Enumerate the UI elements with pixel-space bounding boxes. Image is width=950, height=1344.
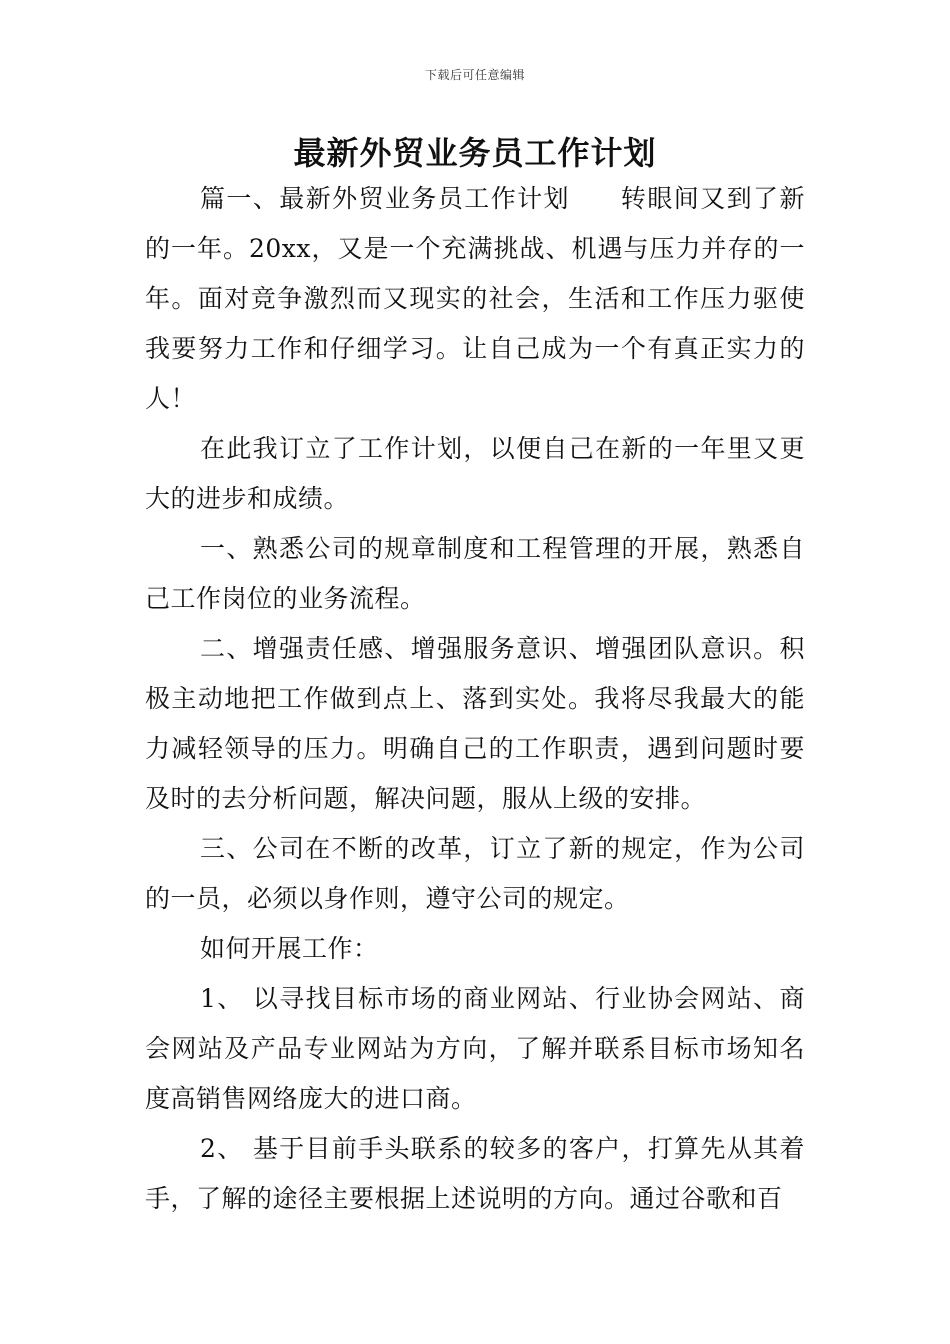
document-title: 最新外贸业务员工作计划	[293, 134, 657, 172]
paragraph: 三、公司在不断的改革，订立了新的规定，作为公司的一员，必须以身作则，遵守公司的规定。	[145, 834, 805, 913]
paragraph: 二、增强责任感、增强服务意识、增强团队意识。积极主动地把工作做到点上、落到实处。我将尽我最大的能力减轻领导的压力。明确自己的工作职责，遇到问题时要及时的去分析问题，解决问题，服从上级的安排。	[145, 634, 805, 813]
paragraph-intro	[145, 174, 805, 424]
paragraph: 一、熟悉公司的规章制度和工程管理的开展，熟悉自己工作岗位的业务流程。	[145, 534, 805, 613]
intro-text: 转眼间又到了新的一年。20xx，又是一个充满挑战、机遇与压力并存的一年。面对竞争激烈而又现实的社会，生活和工作压力驱使我要努力工作和仔细学习。让自己成为一个有真正实力的人！	[145, 184, 805, 413]
paragraph: 2、 基于目前手头联系的较多的客户，打算先从其着手，了解的途径主要根据上述说明的方向。通过谷歌和百	[145, 1134, 805, 1213]
intro-heading: 篇一、最新外贸业务员工作计划	[200, 184, 570, 213]
paragraph: 1、 以寻找目标市场的商业网站、行业协会网站、商会网站及产品专业网站为方向，了解并联系目标市场知名度高销售网络庞大的进口商。	[145, 984, 805, 1113]
paragraph: 在此我订立了工作计划，以便自己在新的一年里又更大的进步和成绩。	[145, 434, 805, 513]
paragraph: 如何开展工作：	[200, 934, 379, 963]
document-body	[145, 174, 805, 1224]
header-note: 下载后可任意编辑	[424, 68, 525, 82]
